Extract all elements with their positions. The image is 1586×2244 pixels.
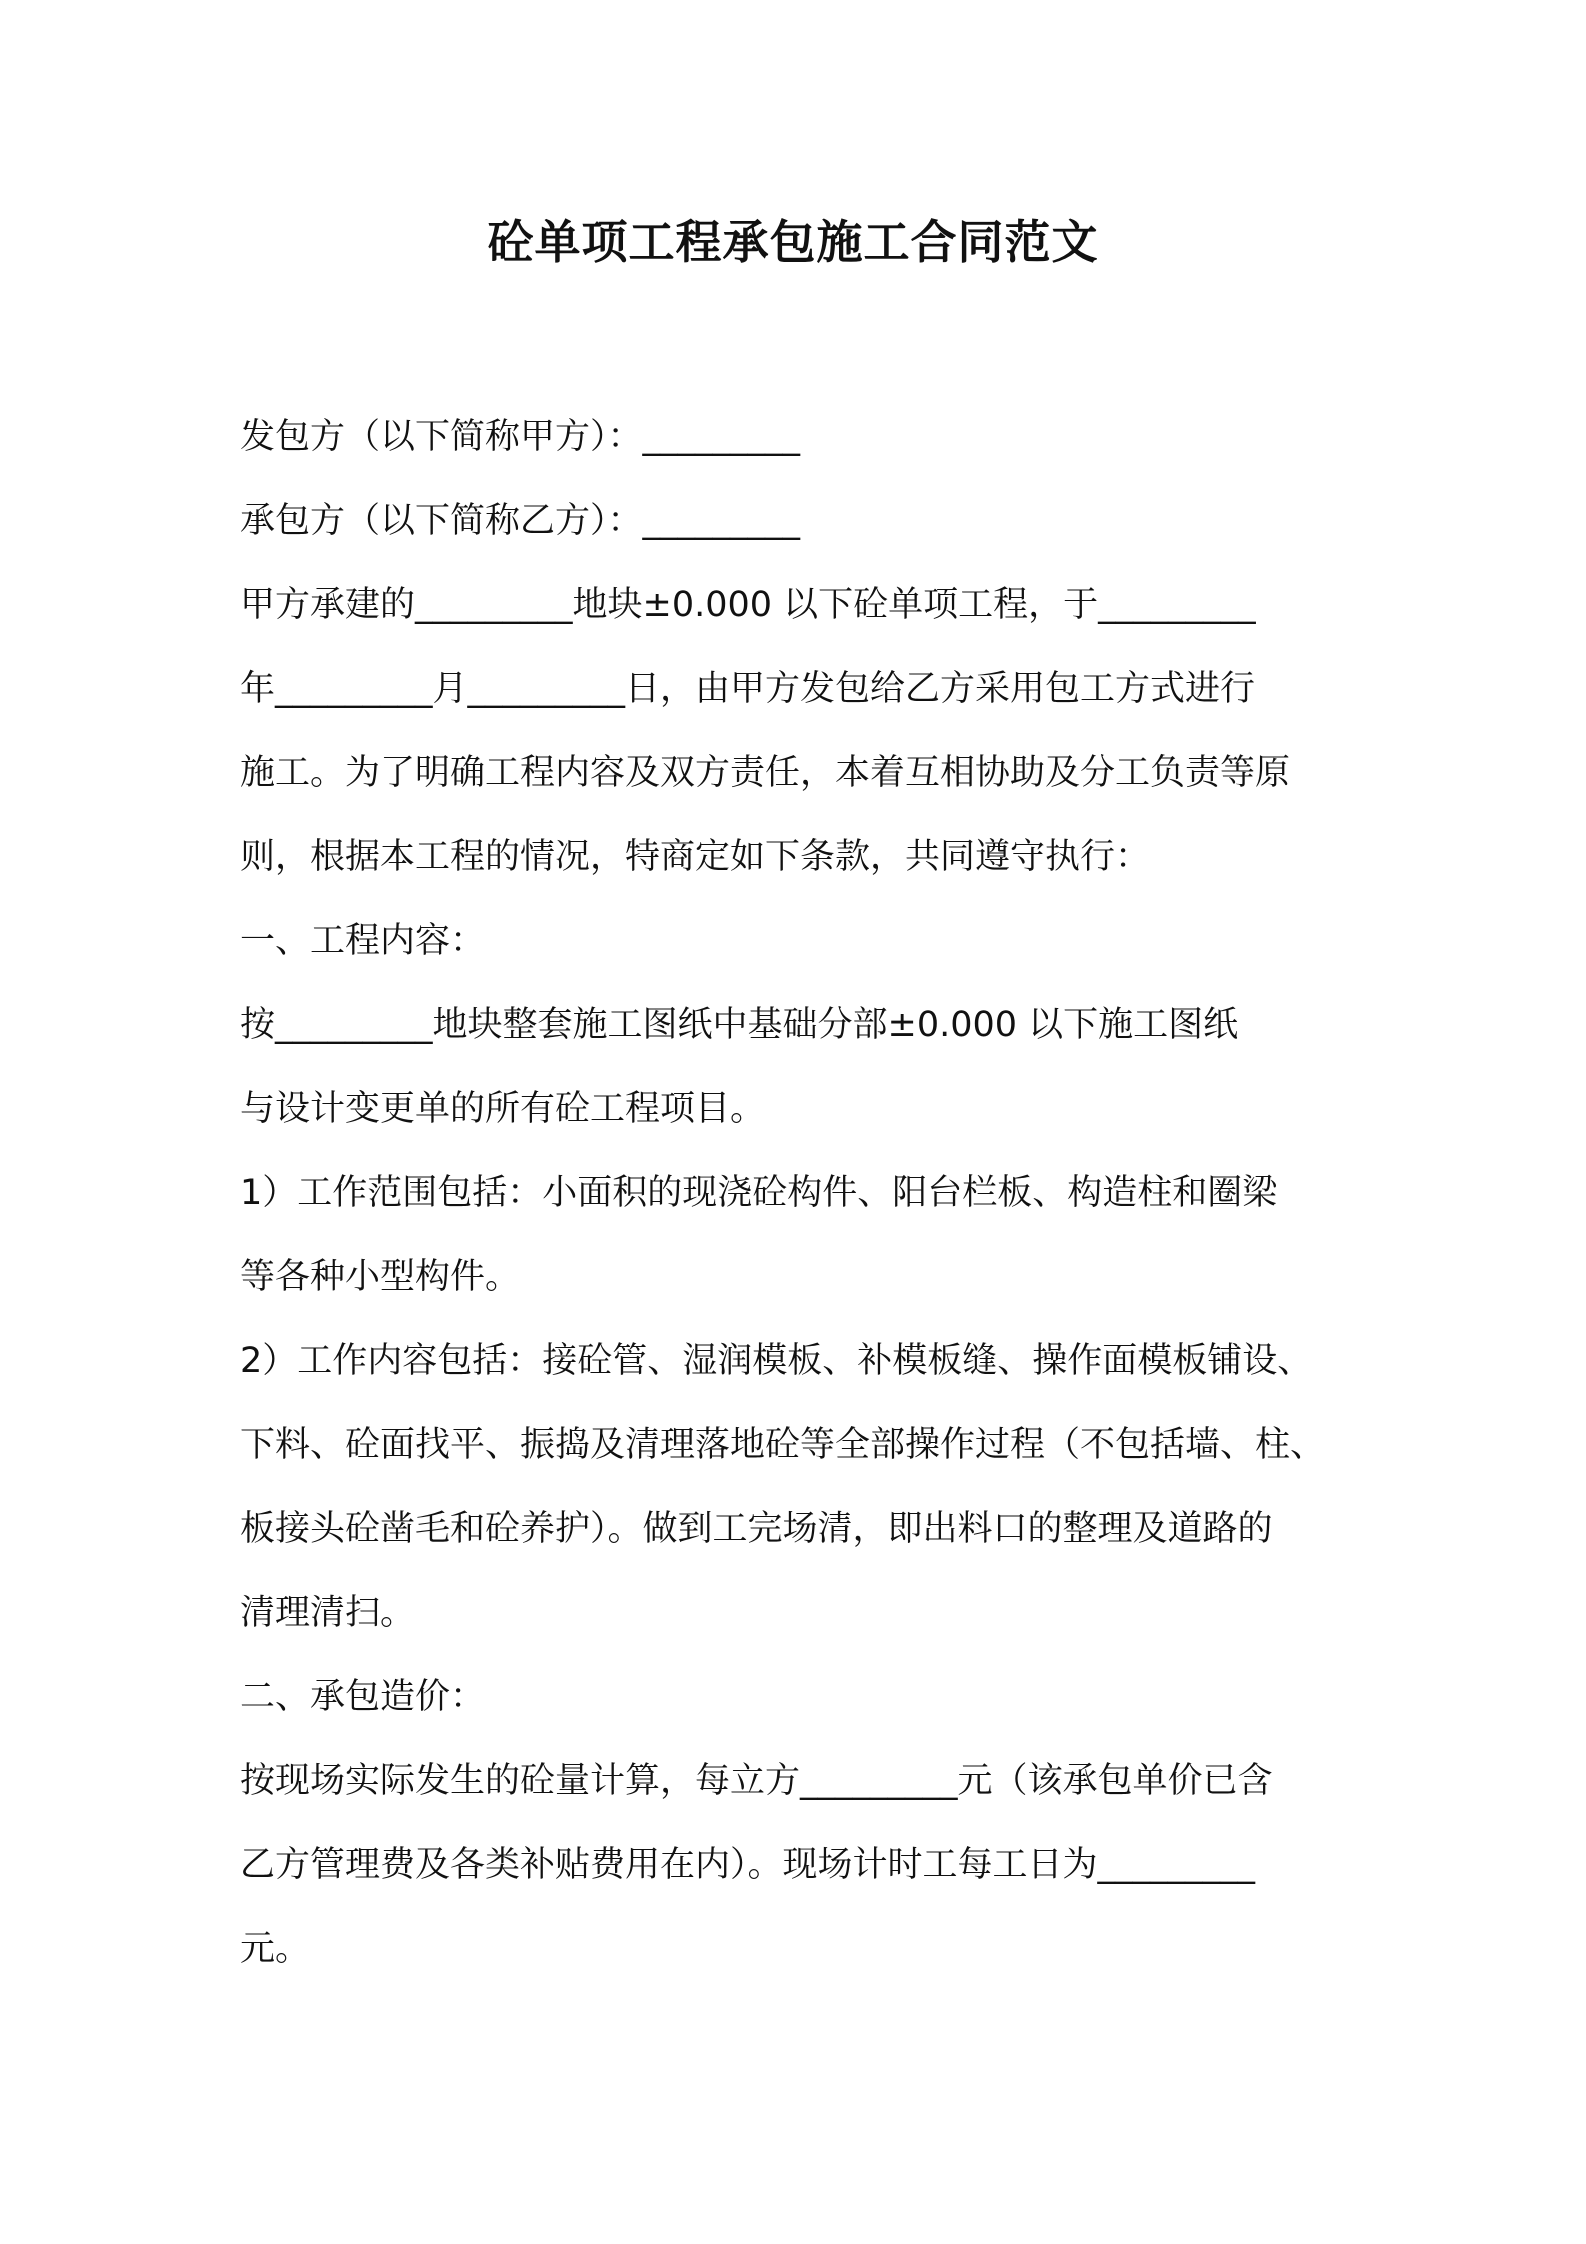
price-line-2: 乙方管理费及各类补贴费用在内）。现场计时工每工日为_________: [240, 1845, 1256, 1885]
section-heading-2: 二、承包造价：: [240, 1677, 486, 1717]
scope-line-1: 按_________地块整套施工图纸中基础分部±0.000 以下施工图纸: [240, 1005, 1239, 1045]
price-line-3: 元。: [240, 1929, 311, 1969]
document-title: 砼单项工程承包施工合同范文: [487, 215, 1099, 269]
intro-line-3: 施工。为了明确工程内容及双方责任，本着互相协助及分工负责等原: [240, 753, 1291, 793]
party-a-line: 发包方（以下简称甲方）：_________: [240, 417, 801, 457]
price-line-1: 按现场实际发生的砼量计算，每立方_________元（该承包单价已含: [240, 1761, 1273, 1801]
intro-line-2: 年_________月_________日，由甲方发包给乙方采用包工方式进行: [240, 669, 1256, 709]
work-content-line-2: 下料、砼面找平、振捣及清理落地砼等全部操作过程（不包括墙、柱、: [240, 1425, 1326, 1465]
work-content-line-3: 板接头砼凿毛和砼养护）。做到工完场清，即出料口的整理及道路的: [240, 1509, 1273, 1549]
work-content-line-4: 清理清扫。: [240, 1593, 416, 1633]
party-b-line: 承包方（以下简称乙方）：_________: [240, 501, 801, 541]
section-heading-1: 一、工程内容：: [240, 921, 486, 961]
work-range-line-2: 等各种小型构件。: [240, 1257, 521, 1297]
scope-line-2: 与设计变更单的所有砼工程项目。: [240, 1089, 766, 1129]
work-content-line-1: 2）工作内容包括：接砼管、湿润模板、补模板缝、操作面模板铺设、: [240, 1341, 1313, 1381]
intro-line-1: 甲方承建的_________地块±0.000 以下砼单项工程，于_________: [240, 585, 1256, 625]
work-range-line-1: 1）工作范围包括：小面积的现浇砼构件、阳台栏板、构造柱和圈梁: [240, 1173, 1278, 1213]
intro-line-4: 则，根据本工程的情况，特商定如下条款，共同遵守执行：: [240, 837, 1151, 877]
